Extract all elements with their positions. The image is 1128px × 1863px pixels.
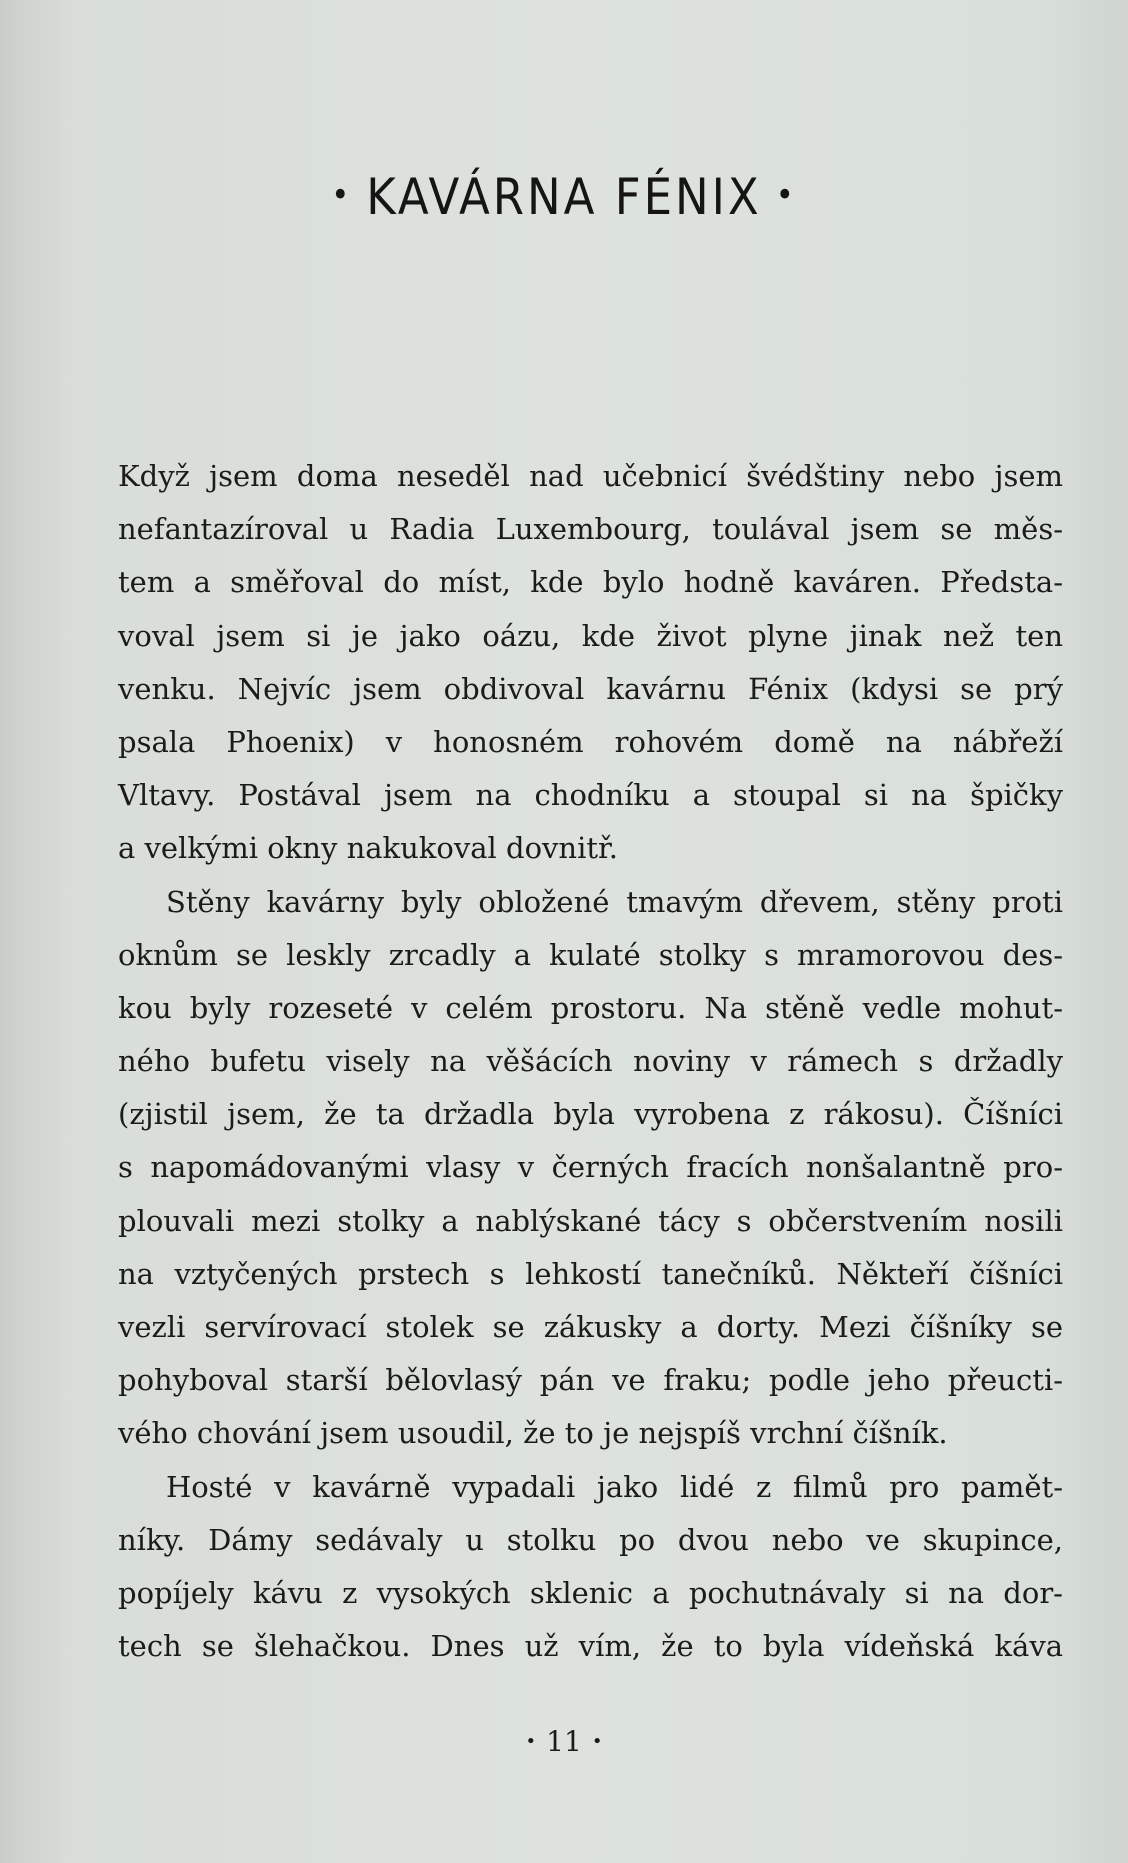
body-text	[118, 450, 1063, 1673]
page-number-value: 11	[546, 1725, 582, 1758]
text-line: plouvali mezi stolky a nablýskané tácy s občerstvením nosili	[118, 1203, 1063, 1238]
page-number	[0, 1725, 1128, 1758]
title-ornament-left: •	[331, 175, 353, 215]
text-line: psala Phoenix) v honosném rohovém domě na nábřeží	[118, 724, 1063, 759]
text-line: pohyboval starší bělovlasý pán ve fraku; podle jeho přeucti-	[118, 1363, 1063, 1398]
folio-ornament-right: •	[591, 1731, 603, 1752]
text-line: vezli servírovací stolek se zákusky a dorty. Mezi číšníky se	[118, 1310, 1063, 1344]
text-line: Hosté v kavárně vypadali jako lidé z filmů pro pamět-	[166, 1469, 1063, 1504]
folio-ornament-left: •	[525, 1731, 537, 1752]
text-line: venku. Nejvíc jsem obdivoval kavárnu Fénix (kdysi se prý	[118, 671, 1063, 706]
paragraph	[118, 450, 1063, 876]
text-line: kou byly rozeseté v celém prostoru. Na stěně vedle mohut-	[118, 990, 1063, 1025]
text-line: voval jsem si je jako oázu, kde život plyne jinak než ten	[118, 618, 1063, 653]
text-line: tem a směřoval do míst, kde bylo hodně kaváren. Předsta-	[118, 565, 1063, 600]
text-line: tech se šlehačkou. Dnes už vím, že to byla vídeňská káva	[118, 1629, 1063, 1664]
text-line: vého chování jsem usoudil, že to je nejspíš vrchní číšník.	[118, 1416, 948, 1451]
chapter-title-text: KAVÁRNA FÉNIX	[366, 168, 762, 226]
title-ornament-right: •	[775, 175, 797, 215]
text-line: nefantazíroval u Radia Luxembourg, toulával jsem se měs-	[118, 512, 1063, 547]
text-line: s napomádovanými vlasy v černých fracích nonšalantně pro-	[118, 1150, 1063, 1185]
chapter-title	[0, 168, 1128, 226]
text-line: Stěny kavárny byly obložené tmavým dřevem, stěny proti	[166, 884, 1063, 919]
text-line: níky. Dámy sedávaly u stolku po dvou nebo ve skupince,	[118, 1522, 1063, 1557]
paragraph	[118, 1461, 1063, 1674]
text-line: na vztyčených prstech s lehkostí tanečníků. Někteří číšníci	[118, 1256, 1063, 1291]
text-line: oknům se leskly zrcadly a kulaté stolky s mramorovou des-	[118, 937, 1063, 972]
text-line: popíjely kávu z vysokých sklenic a pochutnávaly si na dor-	[118, 1575, 1063, 1610]
text-line: ného bufetu visely na věšácích noviny v rámech s držadly	[118, 1044, 1063, 1079]
text-line: a velkými okny nakukoval dovnitř.	[118, 831, 618, 866]
paragraph	[118, 876, 1063, 1461]
text-line: (zjistil jsem, že ta držadla byla vyrobena z rákosu). Číšníci	[118, 1097, 1063, 1132]
text-line: Vltavy. Postával jsem na chodníku a stoupal si na špičky	[118, 778, 1063, 813]
text-line: Když jsem doma neseděl nad učebnicí švédštiny nebo jsem	[118, 459, 1063, 493]
